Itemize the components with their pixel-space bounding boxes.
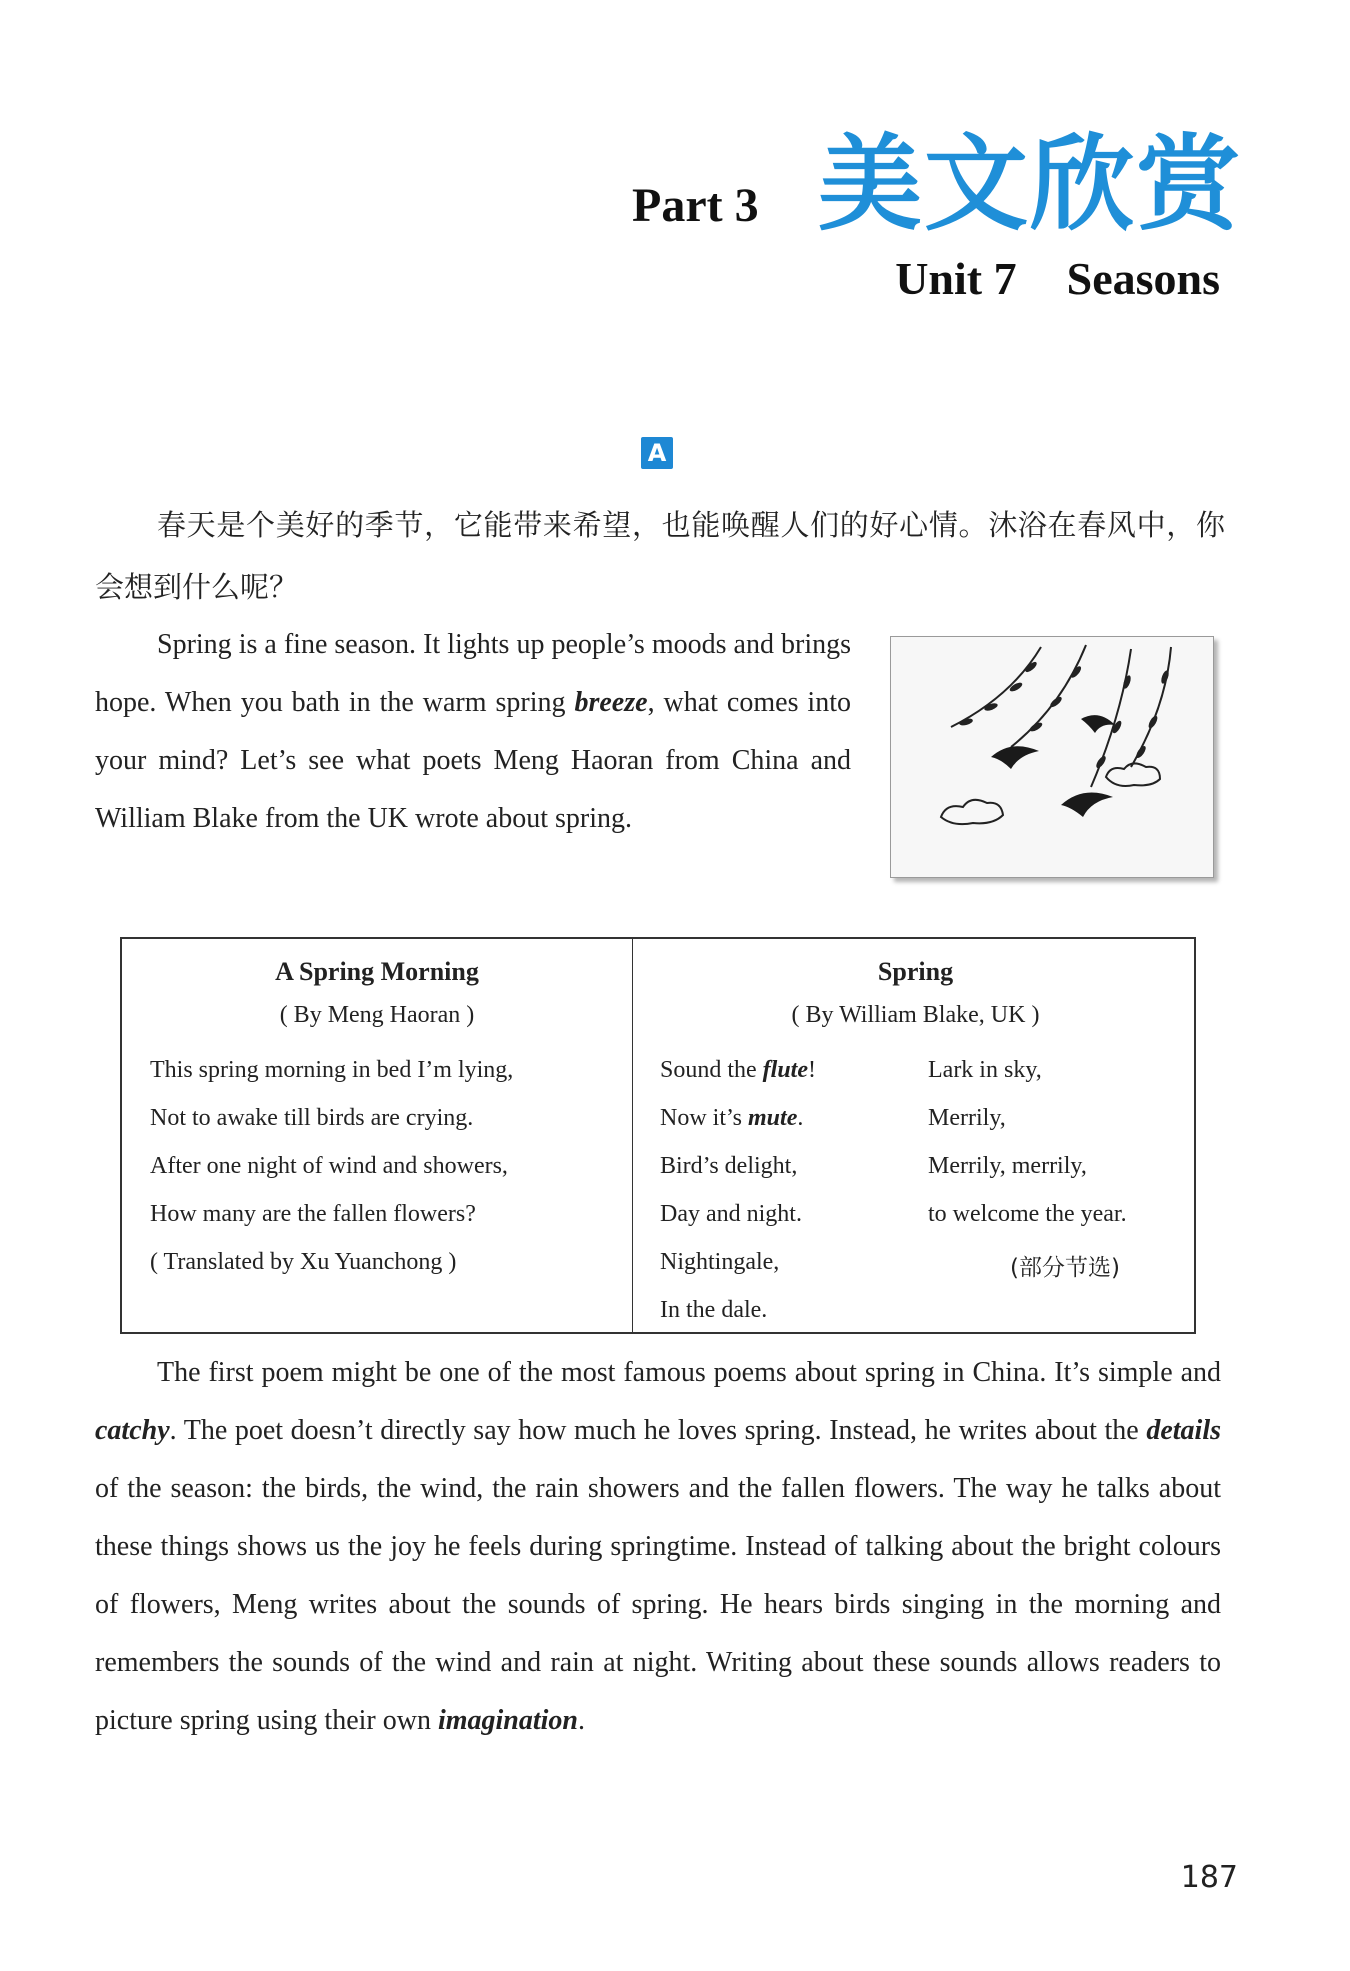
poem2-line-text: . bbox=[797, 1105, 804, 1131]
intro-text-1: Spring is a fine season. It lights up people’s moods and brings hope. When you bath in the warm spring bbox=[95, 629, 851, 718]
poem1-line: Not to awake till birds are crying. bbox=[150, 1105, 474, 1131]
poem2-line-text: ! bbox=[808, 1057, 816, 1083]
unit-label: Unit 7 bbox=[895, 253, 1017, 304]
poem1-line: After one night of wind and showers, bbox=[150, 1153, 508, 1179]
poem2-byline: ( By William Blake, UK ) bbox=[791, 1002, 1040, 1028]
poem2-line: Merrily, bbox=[928, 1105, 1006, 1131]
poem2-line-text: Sound the bbox=[660, 1057, 763, 1083]
body-paragraph bbox=[95, 1344, 1221, 1750]
keyword-flute: flute bbox=[762, 1057, 808, 1083]
part-label: Part 3 bbox=[632, 179, 759, 232]
poem2-line bbox=[660, 1105, 803, 1132]
keyword-breeze: breeze bbox=[574, 687, 648, 718]
poem1-line: This spring morning in bed I’m lying, bbox=[150, 1057, 514, 1083]
poem-table-divider bbox=[632, 939, 633, 1332]
poem1-title: A Spring Morning bbox=[275, 957, 479, 986]
keyword-imagination: imagination bbox=[437, 1705, 578, 1736]
swallows-illustration bbox=[890, 636, 1214, 878]
body-text: The first poem might be one of the most famous poems about spring in China. It’s simple and bbox=[157, 1357, 1221, 1388]
intro-paragraph-cn: 春天是个美好的季节，它能带来希望，也能唤醒人们的好心情。沐浴在春风中，你会想到什么呢？ bbox=[95, 508, 1225, 604]
poem2-line: to welcome the year. bbox=[928, 1201, 1127, 1227]
poem2-line: Merrily, merrily, bbox=[928, 1153, 1087, 1179]
body-text: . bbox=[578, 1705, 585, 1736]
part-title-cn: 美文欣赏 bbox=[818, 123, 1243, 245]
intro-paragraph-en bbox=[95, 616, 851, 848]
unit-name: Seasons bbox=[1066, 253, 1220, 304]
poem2-line: Lark in sky, bbox=[928, 1057, 1042, 1083]
poem2-line: Nightingale, bbox=[660, 1249, 780, 1275]
poem2-line-text: Now it’s bbox=[660, 1105, 749, 1131]
poem2-title: Spring bbox=[877, 957, 954, 986]
poem2-line: Day and night. bbox=[660, 1201, 802, 1227]
poem2-line: Bird’s delight, bbox=[660, 1153, 798, 1179]
body-text: . The poet doesn’t directly say how much he loves spring. Instead, he writes about the bbox=[169, 1415, 1147, 1446]
poem2-excerpt-note: (部分节选) bbox=[1010, 1255, 1120, 1281]
page-number: 187 bbox=[1180, 1860, 1238, 1895]
keyword-mute: mute bbox=[748, 1105, 798, 1131]
intro-text-2: , what comes into your mind? Let’s see what poets Meng Haoran from China and William Blake from the UK wrote about spring. bbox=[95, 687, 851, 834]
poem2-line: In the dale. bbox=[660, 1297, 768, 1323]
poem1-line: How many are the fallen flowers? bbox=[150, 1201, 476, 1227]
section-badge: A bbox=[641, 437, 673, 469]
body-text: of the season: the birds, the wind, the rain showers and the fallen flowers. The way he talks about these things shows us the joy he feels during springtime. Instead of talking about the bright colours of flowers, Meng writes about the sounds of spring. He hears birds singing in the morning and remembers the sounds of the wind and rain at night. Writing about these sounds allows readers to picture spring using their own bbox=[95, 1473, 1221, 1736]
keyword-details: details bbox=[1146, 1415, 1221, 1446]
swallows-willow-clouds-icon bbox=[891, 637, 1213, 877]
poem1-translator: ( Translated by Xu Yuanchong ) bbox=[150, 1249, 457, 1275]
keyword-catchy: catchy bbox=[95, 1415, 170, 1446]
unit-title bbox=[895, 252, 1220, 305]
poem1-byline: ( By Meng Haoran ) bbox=[279, 1002, 475, 1028]
poem-table bbox=[120, 937, 1196, 1334]
poem2-line bbox=[660, 1057, 816, 1084]
